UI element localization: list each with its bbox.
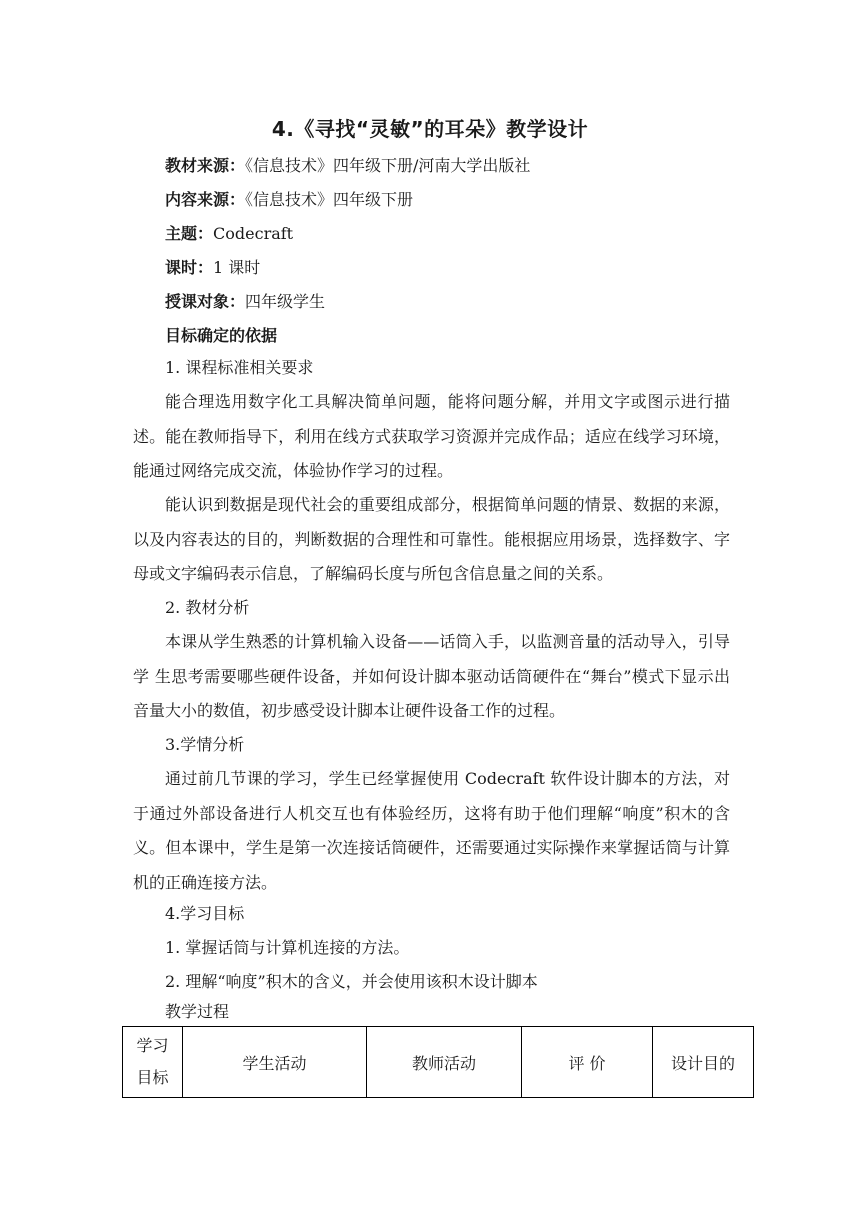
section-heading-textbook: 2. 教材分析 [165,598,250,617]
meta-value: 《信息技术》四年级下册 [245,190,414,209]
table-header-cell [123,1027,183,1098]
meta-topic [165,223,293,245]
meta-label: 教材来源： [165,156,246,175]
table-header-cell: 评 价 [522,1027,653,1098]
meta-label: 内容来源： [165,190,246,209]
meta-class-hours [165,257,260,279]
table-header-row [123,1027,754,1098]
header-text: 目标 [136,1068,169,1087]
meta-label: 课时： [165,258,214,277]
section-heading-standards: 1. 课程标准相关要求 [165,358,314,377]
teaching-process-table [122,1026,754,1098]
header-text: 学习 [136,1036,169,1055]
process-heading: 教学过程 [165,1002,230,1021]
goal-item-2: 2. 理解“响度”积木的含义，并会使用该积木设计脚本 [165,972,538,991]
meta-label: 主题： [165,224,214,243]
meta-audience [165,291,325,313]
meta-value: Codecraft [213,224,294,243]
paragraph-learner: 通过前几节课的学习，学生已经掌握使用 Codecraft 软件设计脚本的方法，对于通过外部设备进行人机交互也有体验经历，这将有助于他们理解“响度”积木的含义。但本课中，学生是第一次连接话筒硬件，还需要通过实际操作来掌握话筒与计算机的正确连接方法。 [133,769,730,892]
meta-textbook-source [165,155,530,177]
section-heading-learner: 3.学情分析 [165,735,245,754]
goal-item-1: 1. 掌握话筒与计算机连接的方法。 [165,938,410,957]
paragraph-standards-2: 能认识到数据是现代社会的重要组成部分，根据简单问题的情景、数据的来源，以及内容表达的目的，判断数据的合理性和可靠性。能根据应用场景，选择数字、字母或文字编码表示信息，了解编码长度与所包含信息量之间的关系。 [133,495,730,583]
paragraph-textbook: 本课从学生熟悉的计算机输入设备——话筒入手，以监测音量的活动导入，引导学 生思考需要哪些硬件设备，并如何设计脚本驱动话筒硬件在“舞台”模式下显示出音量大小的数值，初步感受设计脚本让硬件设备工作的过程。 [133,632,730,720]
table-header-cell: 设计目的 [653,1027,754,1098]
basis-heading: 目标确定的依据 [165,326,278,345]
paragraph-standards-1: 能合理选用数字化工具解决简单问题，能将问题分解，并用文字或图示进行描述。能在教师指导下，利用在线方式获取学习资源并完成作品；适应在线学习环境，能通过网络完成交流，体验协作学习的过程。 [133,392,730,480]
section-heading-goals: 4.学习目标 [165,904,245,923]
meta-value: 四年级学生 [245,292,326,311]
table-header-cell: 学生活动 [183,1027,367,1098]
meta-content-source [165,189,413,211]
meta-value: 1 课时 [213,258,261,277]
table-header-cell: 教师活动 [367,1027,522,1098]
meta-value: 《信息技术》四年级下册/河南大学出版社 [245,156,531,175]
document-title: 4.《寻找“灵敏”的耳朵》教学设计 [271,117,589,141]
meta-label: 授课对象： [165,292,246,311]
